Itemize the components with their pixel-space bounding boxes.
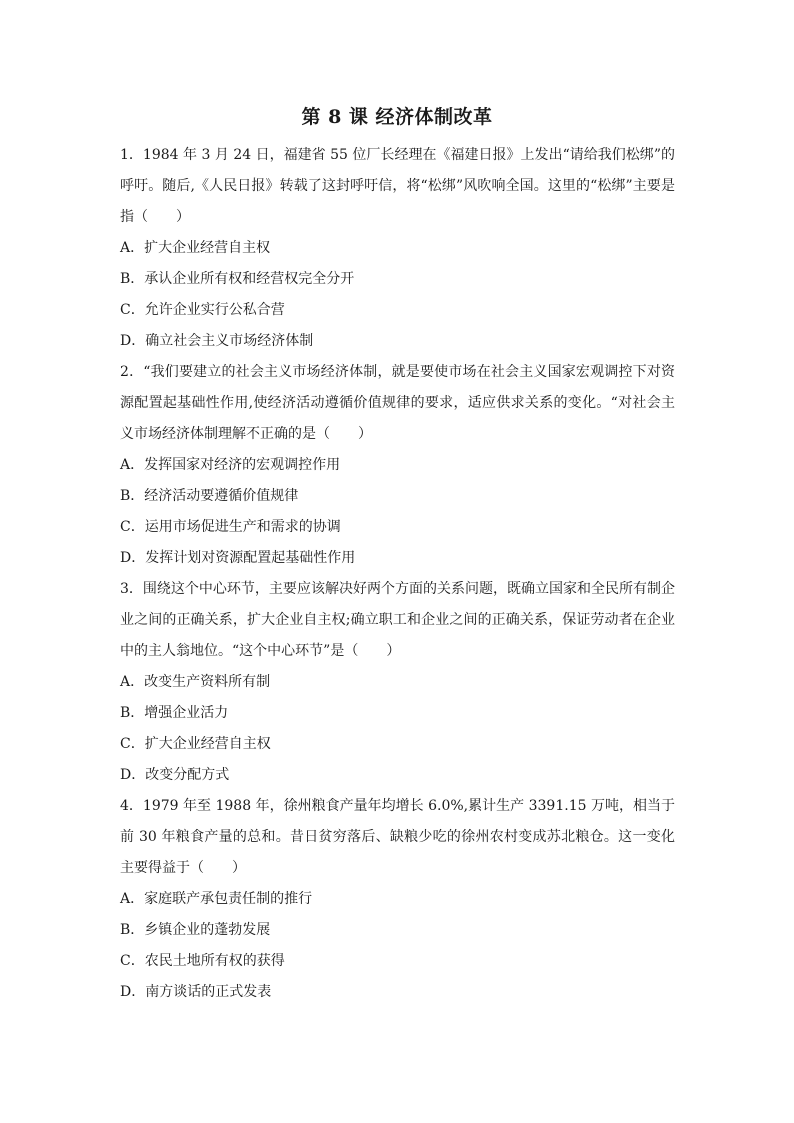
option-a: A．家庭联产承包责任制的推行 [120,891,313,907]
option-d: D．改变分配方式 [120,767,230,783]
question-stem: 4．1979 年至 1988 年，徐州粮食产量年均增长 6.0%,累计生产 3391.15 万吨，相当于前 30 年粮食产量的总和。昔日贫穷落后、缺粮少吃的徐州农村变成苏北粮仓。这一变化主要得益于（ ） [120,798,675,876]
question-list [120,140,675,1008]
question-1 [120,140,675,357]
option-b: B．乡镇企业的蓬勃发展 [120,922,271,938]
option-d: D．确立社会主义市场经济体制 [120,333,314,349]
option-b: B．增强企业活力 [120,705,229,721]
option-a: A．扩大企业经营自主权 [120,240,271,256]
option-b: B．承认企业所有权和经营权完全分开 [120,271,355,287]
option-c: C．允许企业实行公私合营 [120,302,285,318]
option-c: C．扩大企业经营自主权 [120,736,271,752]
question-stem: 3．围绕这个中心环节，主要应该解决好两个方面的关系问题，既确立国家和全民所有制企业之间的正确关系，扩大企业自主权;确立职工和企业之间的正确关系，保证劳动者在企业中的主人翁地位。“这个中心环节”是（ ） [120,581,675,659]
option-c: C．运用市场促进生产和需求的协调 [120,519,341,535]
option-c: C．农民土地所有权的获得 [120,953,285,969]
question-4 [120,791,675,1008]
question-stem: 2．“我们要建立的社会主义市场经济体制，就是要使市场在社会主义国家宏观调控下对资源配置起基础性作用,使经济活动遵循价值规律的要求，适应供求关系的变化。“对社会主义市场经济体制理解不正确的是（ ） [120,364,675,442]
option-a: A．改变生产资料所有制 [120,674,271,690]
option-b: B．经济活动要遵循价值规律 [120,488,299,504]
option-d: D．南方谈话的正式发表 [120,984,272,1000]
option-d: D．发挥计划对资源配置起基础性作用 [120,550,356,566]
page-title: 第 8 课 经济体制改革 [301,106,493,128]
question-stem: 1．1984 年 3 月 24 日，福建省 55 位厂长经理在《福建日报》上发出“请给我们松绑”的呼吁。随后,《人民日报》转载了这封呼吁信，将“松绑”风吹响全国。这里的“松绑”主要是指（ ） [120,147,675,225]
question-2 [120,357,675,574]
option-a: A．发挥国家对经济的宏观调控作用 [120,457,341,473]
question-3 [120,574,675,791]
